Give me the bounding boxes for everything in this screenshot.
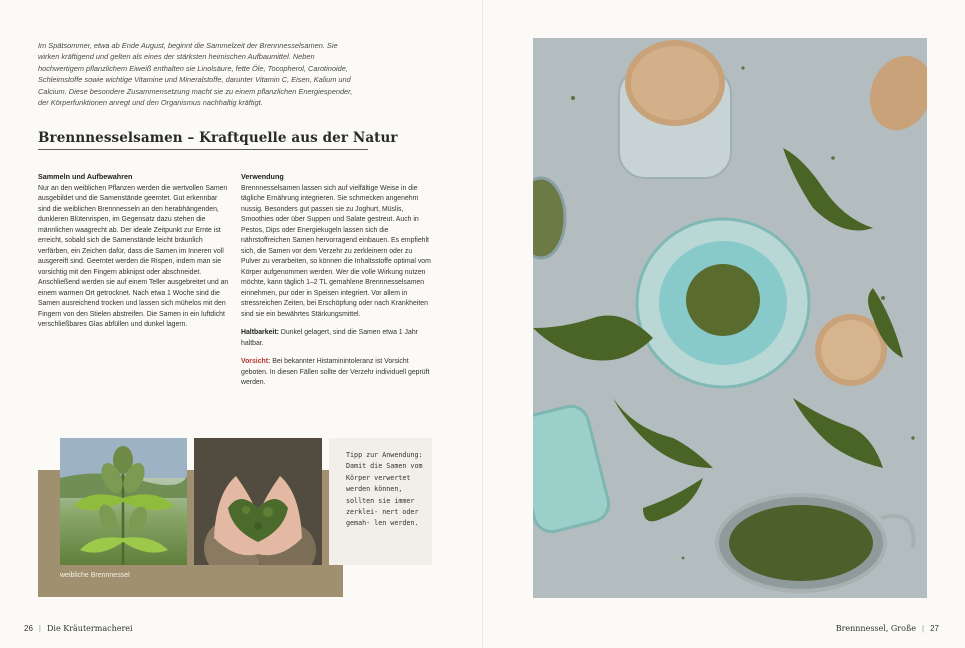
hands-seeds-photo [194, 438, 322, 565]
intro-paragraph: Im Spätsommer, etwa ab Ende August, beginnt die Sammelzeit der Brennnesselsamen. Sie wirken kräftigend und gelten als eines der stärksten heimischen Aufbaumittel. Neben hochwertigem pflanzlichem Eiweiß enthalten sie Linolsäure, fette Öle, Tocopherol, Carotinoide, Schleimstoffe sowie wichtige Vitamine und Mineralstoffe, darunter Vitamin C, Eisen, Kalium und Calcium. Diese besondere Zusammensetzung macht sie zu einem pflanzlichen Energiespender, der Körperfunktionen anregt und den Organismus nachhaltig kräftigt. [38, 41, 353, 108]
caution-text: Bei bekannter Histaminintoleranz ist Vorsicht geboten. In diesen Fällen sollte der Verzehr individuell geprüft werden. [241, 358, 430, 387]
nettle-plant-photo [60, 438, 187, 565]
book-title: Die Kräutermacherei [46, 624, 133, 633]
caution-note [241, 357, 431, 388]
tip-box [329, 438, 432, 565]
footer-right [836, 624, 939, 633]
jar-top [619, 40, 731, 178]
storage-text: Dunkel gelagert, sind die Samen etwa 1 Jahr haltbar. [241, 329, 418, 347]
storage-label: Haltbarkeit: [241, 329, 279, 337]
column-usage-title: Verwendung [241, 172, 284, 181]
photo-caption: weibliche Brennnessel [60, 572, 130, 579]
jar-center [637, 219, 809, 387]
page-number-right: 27 [930, 624, 939, 633]
chapter-title: Brennnessel, Große [835, 624, 917, 633]
column-collecting [38, 172, 230, 339]
footer-left [24, 624, 133, 633]
section-heading: Brennnesselsamen – Kraftquelle aus der Natur [38, 130, 368, 150]
column-usage [241, 172, 431, 397]
page-gutter [482, 0, 483, 648]
column-collecting-body: Nur an den weiblichen Pflanzen werden die wertvollen Samen ausgebildet und die Samenstände geerntet. Gut erkennbar sind die weiblichen Brennnesseln an den herabhängenden, dunkleren Blütenrispen, im Gegensatz dazu stehen die männlichen waagrecht ab. Der ideale Zeitpunkt zur Ernte ist erreicht, sobald sich die Samenstände leicht bräunlich verfärben, ein Zeichen dafür, dass die Samen im Inneren voll ausgereift sind. Geerntet werden die Rispen, indem man sie vorsichtig mit den Fingern abknipst oder abschneidet. Anschließend werden sie auf einem Teller ausgebreitet und an einem warmen Ort getrocknet. Nach etwa 1 Woche sind die Samen ausreichend trocken und lassen sich mühelos mit den Fingern von den Stielen abstreifen. Die Samen in ein luftdicht verschließbares Glas abfüllen und dunkel lagern. [38, 184, 229, 329]
caution-label: Vorsicht: [241, 358, 271, 366]
tip-text: Tipp zur Anwendung: Damit die Samen vom Körper verwertet werden können, sollten sie immer zerklei- nert oder gemah- len werden. [346, 451, 427, 528]
column-usage-body: Brennnesselsamen lassen sich auf vielfältige Weise in die tägliche Ernährung integrieren. Sie schmecken angenehm nussig. Besonders gut passen sie zu Joghurt, Müslis, Smoothies oder über Suppen und Salate gestreut. Auch in Pestos, Dips oder Energiekugeln lassen sich die nährstoffreichen Samen hervorragend einbauen. Es empfiehlt sich, die Samen vor dem Verzehr zu zerkleinern oder zu Pulver zu verarbeiten, so können die Inhaltsstoffe optimal vom Körper aufgenommen werden. Wer die volle Wirkung nutzen möchte, kann täglich 1–2 TL gemahlene Brennnesselsamen einnehmen, pur oder in Speisen integriert. Vor allem in stressreichen Zeiten, bei Erschöpfung oder nach Krankheiten sind sie ein bewährtes Stärkungsmittel. [241, 184, 431, 318]
footer-divider-left: | [38, 624, 41, 633]
seed-jars-photo [533, 38, 927, 598]
page-number-left: 26 [24, 624, 33, 633]
footer-divider-right: | [922, 624, 925, 633]
column-collecting-title: Sammeln und Aufbewahren [38, 172, 133, 181]
storage-note [241, 328, 431, 349]
